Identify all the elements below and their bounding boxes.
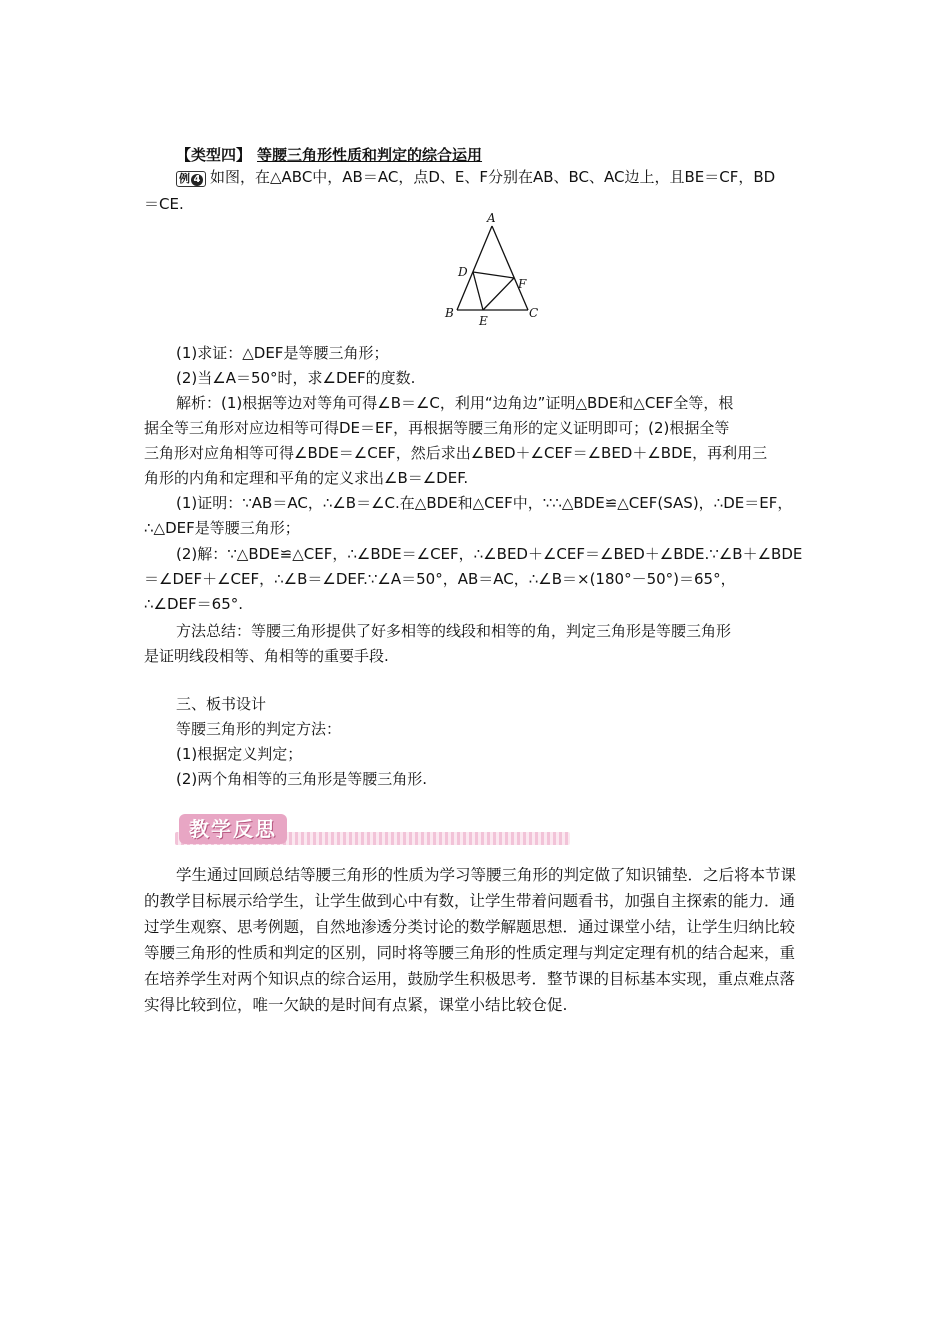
label-e: E [479, 314, 488, 328]
segment-de [473, 272, 483, 310]
board-item-1: (1)根据定义判定； [176, 745, 303, 763]
question-2: (2)当∠A＝50°时，求∠DEF的度数. [176, 369, 416, 387]
banner-title: 教学反思 [179, 814, 287, 844]
segment-ef [483, 278, 514, 310]
label-a: A [487, 211, 496, 225]
label-b: B [445, 306, 454, 320]
proof-1-line-2: ∴△DEF是等腰三角形； [144, 519, 300, 537]
reflection-banner [175, 812, 570, 848]
analysis-line-3: 三角形对应角相等可得∠BDE＝∠CEF，然后求出∠BED＋∠CEF＝∠BED＋∠BDE，再利用三 [144, 444, 768, 462]
section-heading [144, 143, 809, 167]
type-label: 【类型四】 [176, 146, 252, 164]
analysis-line-2: 据全等三角形对应边相等可得DE＝EF，再根据等腰三角形的定义证明即可；(2)根据全等 [144, 419, 730, 437]
label-d: D [458, 265, 468, 279]
label-c: C [529, 306, 539, 320]
type-title: 等腰三角形性质和判定的综合运用 [257, 146, 483, 164]
side-ac [492, 226, 528, 310]
proof-1-line-1: (1)证明：∵AB＝AC，∴∠B＝∠C.在△BDE和△CEF中，∵∴△BDE≌△CEF(SAS)，∴DE＝EF， [176, 494, 793, 512]
example-line-2: ＝CE. [144, 195, 184, 213]
proof-2-line-1: (2)解：∵△BDE≌△CEF，∴∠BDE＝∠CEF，∴∠BED＋∠CEF＝∠BED＋∠BDE.∵∠B＋∠BDE [176, 545, 803, 563]
board-item-2: (2)两个角相等的三角形是等腰三角形. [176, 770, 428, 788]
label-f: F [518, 277, 527, 291]
example-badge: 例 4 [176, 171, 206, 187]
proof-2-line-3: ∴∠DEF＝65°. [144, 595, 244, 613]
segment-df [473, 272, 514, 278]
example-statement [144, 165, 809, 189]
board-heading: 三、板书设计 [176, 695, 267, 713]
question-1: (1)求证：△DEF是等腰三角形； [176, 344, 389, 362]
triangle-figure [440, 210, 550, 330]
proof-2-line-2: ＝∠DEF＋∠CEF，∴∠B＝∠DEF.∵∠A＝50°，AB＝AC，∴∠B＝×(180°－50°)＝65°， [144, 570, 736, 588]
summary-line-1: 方法总结：等腰三角形提供了好多相等的线段和相等的角，判定三角形是等腰三角形 [176, 622, 732, 640]
summary-line-2: 是证明线段相等、角相等的重要手段. [144, 647, 389, 665]
board-subtitle: 等腰三角形的判定方法： [176, 720, 342, 738]
analysis-line-4: 角形的内角和定理和平角的定义求出∠B＝∠DEF. [144, 469, 469, 487]
example-line-1: 如图，在△ABC中，AB＝AC，点D、E、F分别在AB、BC、AC边上，且BE＝CF，BD [210, 168, 776, 186]
analysis-line-1: 解析：(1)根据等边对等角可得∠B＝∠C，利用“边角边”证明△BDE和△CEF全等，根 [176, 394, 734, 412]
reflection-text: 学生通过回顾总结等腰三角形的性质为学习等腰三角形的判定做了知识铺垫．之后将本节课的教学目标展示给学生，让学生做到心中有数，让学生带着问题看书，加强自主探索的能力．通过学生观察、思考例题，自然地渗透分类讨论的数学解题思想．通过课堂小结，让学生归纳比较等腰三角形的性质和判定的区别，同时将等腰三角形的性质定理与判定定理有机的结合起来，重在培养学生对两个知识点的综合运用，鼓励学生积极思考．整节课的目标基本实现，重点难点落实得比较到位，唯一欠缺的是时间有点紧，课堂小结比较仓促. [144, 866, 797, 1014]
